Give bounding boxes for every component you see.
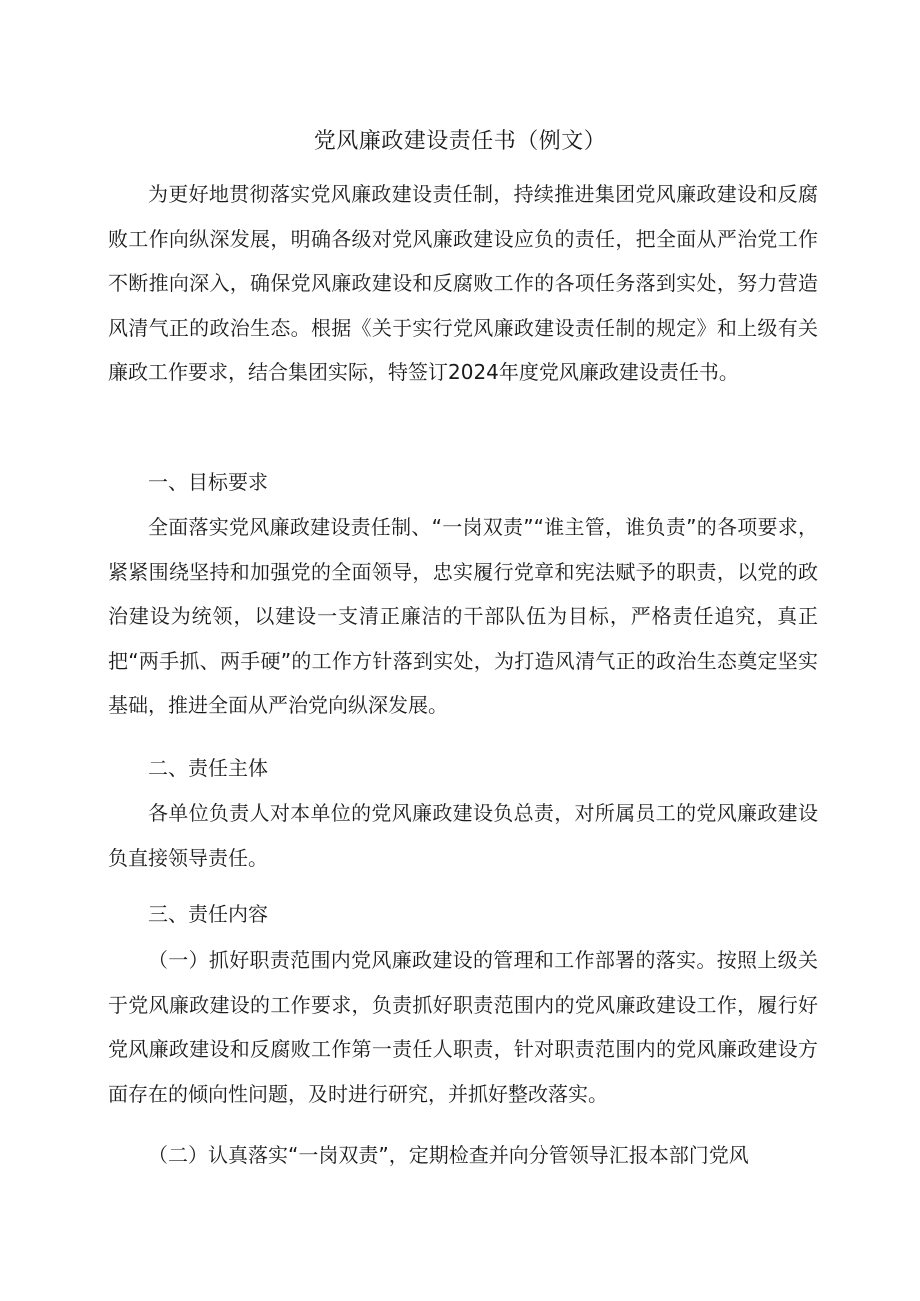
intro-paragraph: 为更好地贯彻落实党风廉政建设责任制，持续推进集团党风廉政建设和反腐败工作向纵深发展，明确各级对党风廉政建设应负的责任，把全面从严治党工作不断推向深入，确保党风廉政建设和反腐败工作的各项任务落到实处，努力营造风清气正的政治生态。根据《关于实行党风廉政建设责任制的规定》和上级有关廉政工作要求，结合集团实际，特签订2024年度党风廉政建设责任书。	[108, 182, 818, 385]
section-heading-goals: 一、目标要求	[148, 470, 268, 494]
section-item-1: （一）抓好职责范围内党风廉政建设的管理和工作部署的落实。按照上级关于党风廉政建设的工作要求，负责抓好职责范围内的党风廉政建设工作，履行好党风廉政建设和反腐败工作第一责任人职责，针对职责范围内的党风廉政建设方面存在的倾向性问题，及时进行研究，并抓好整改落实。	[108, 948, 818, 1106]
document-title: 党风廉政建设责任书（例文）	[313, 129, 607, 154]
section-item-2: （二）认真落实“一岗双责”，定期检查并向分管领导汇报本部门党风	[148, 1143, 749, 1167]
section-body-goals: 全面落实党风廉政建设责任制、“一岗双责”“谁主管，谁负责”的各项要求，紧紧围绕坚持和加强党的全面领导，忠实履行党章和宪法赋予的职责，以党的政治建设为统领，以建设一支清正廉洁的干部队伍为目标，严格责任追究，真正把“两手抓、两手硬”的工作方针落到实处，为打造风清气正的政治生态奠定坚实基础，推进全面从严治党向纵深发展。	[108, 515, 818, 718]
section-heading-subject: 二、责任主体	[148, 756, 268, 780]
section-body-subject: 各单位负责人对本单位的党风廉政建设负总责，对所属员工的党风廉政建设负直接领导责任。	[108, 801, 818, 870]
section-heading-content: 三、责任内容	[148, 902, 268, 926]
